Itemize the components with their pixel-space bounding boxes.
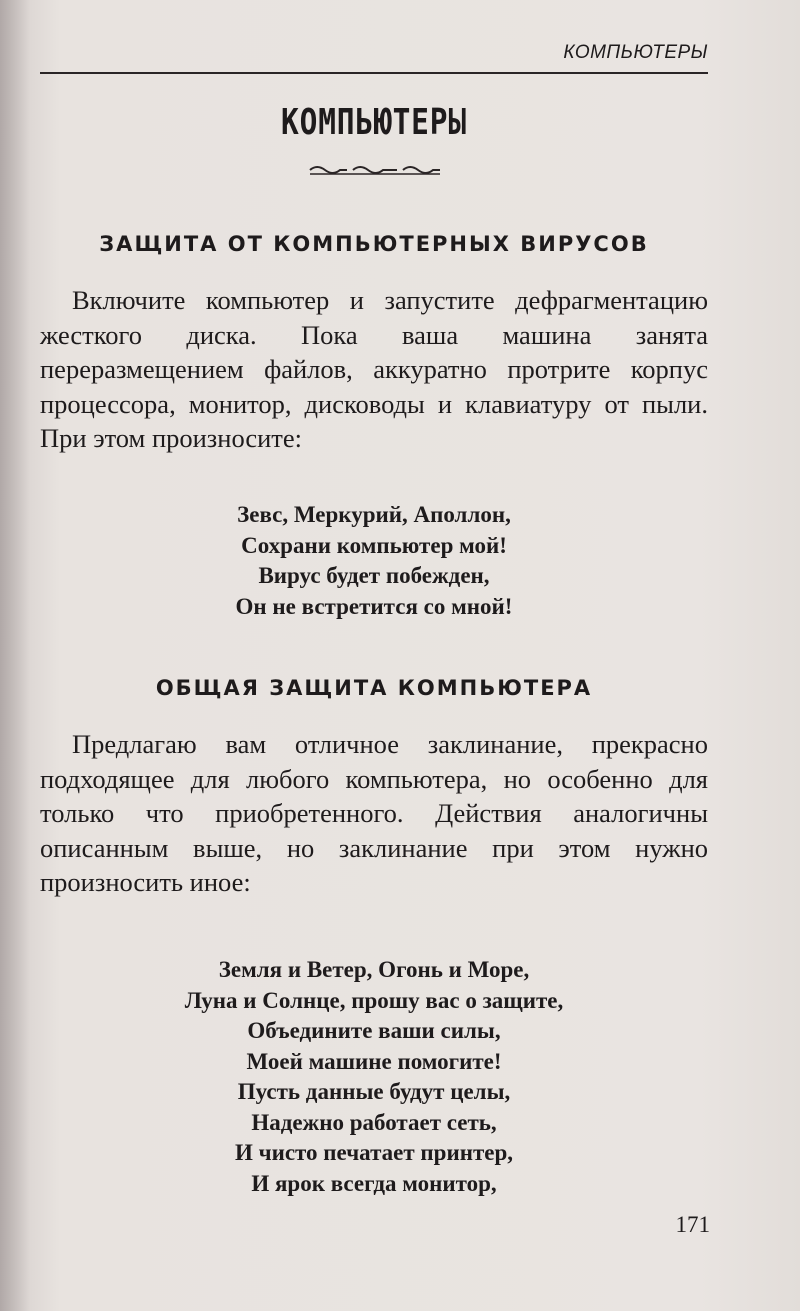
header-rule (40, 72, 708, 74)
verse-virus-protection (40, 500, 708, 622)
verse-line: И ярок всегда монитор, (251, 1170, 497, 1196)
running-head: КОМПЬЮТЕРЫ (563, 42, 708, 63)
chapter-title: КОМПЬЮТЕРЫ (281, 102, 467, 143)
page-number: 171 (675, 1212, 710, 1237)
section-paragraph-virus-protection: Включите компьютер и запустите дефрагментацию жесткого диска. Пока ваша машина занята переразмещением файлов, аккуратно протрите корпус процессора, монитор, дисководы и клавиатуру от пыли. При этом произносите: (40, 285, 708, 453)
verse-line: Сохрани компьютер мой! (241, 532, 507, 558)
section-heading-virus-protection: ЗАЩИТА ОТ КОМПЬЮТЕРНЫХ ВИРУСОВ (99, 232, 649, 256)
section-paragraph-general-protection: Предлагаю вам отличное заклинание, прекрасно подходящее для любого компьютера, но особенно для только что приобретенного. Действия аналогичны описанным выше, но заклинание при этом нужно произносить иное: (40, 729, 708, 897)
verse-line: Моей машине помогите! (246, 1048, 502, 1074)
verse-line: Зевс, Меркурий, Аполлон, (237, 502, 511, 527)
verse-line: И чисто печатает принтер, (234, 1140, 513, 1165)
verse-line: Земля и Ветер, Огонь и Море, (218, 957, 530, 982)
verse-line: Луна и Солнце, прошу вас о защите, (184, 987, 564, 1013)
verse-general-protection (40, 955, 708, 1199)
verse-line: Надежно работает сеть, (251, 1109, 497, 1135)
ornament-divider-icon (305, 160, 445, 180)
verse-line: Объедините ваши силы, (247, 1018, 501, 1043)
verse-line: Он не встретится со мной! (235, 593, 513, 619)
verse-line: Пусть данные будут целы, (237, 1079, 511, 1104)
verse-line: Вирус будет побежден, (258, 563, 490, 588)
gutter-shadow (0, 0, 30, 1311)
section-heading-general-protection: ОБЩАЯ ЗАЩИТА КОМПЬЮТЕРА (155, 676, 593, 700)
